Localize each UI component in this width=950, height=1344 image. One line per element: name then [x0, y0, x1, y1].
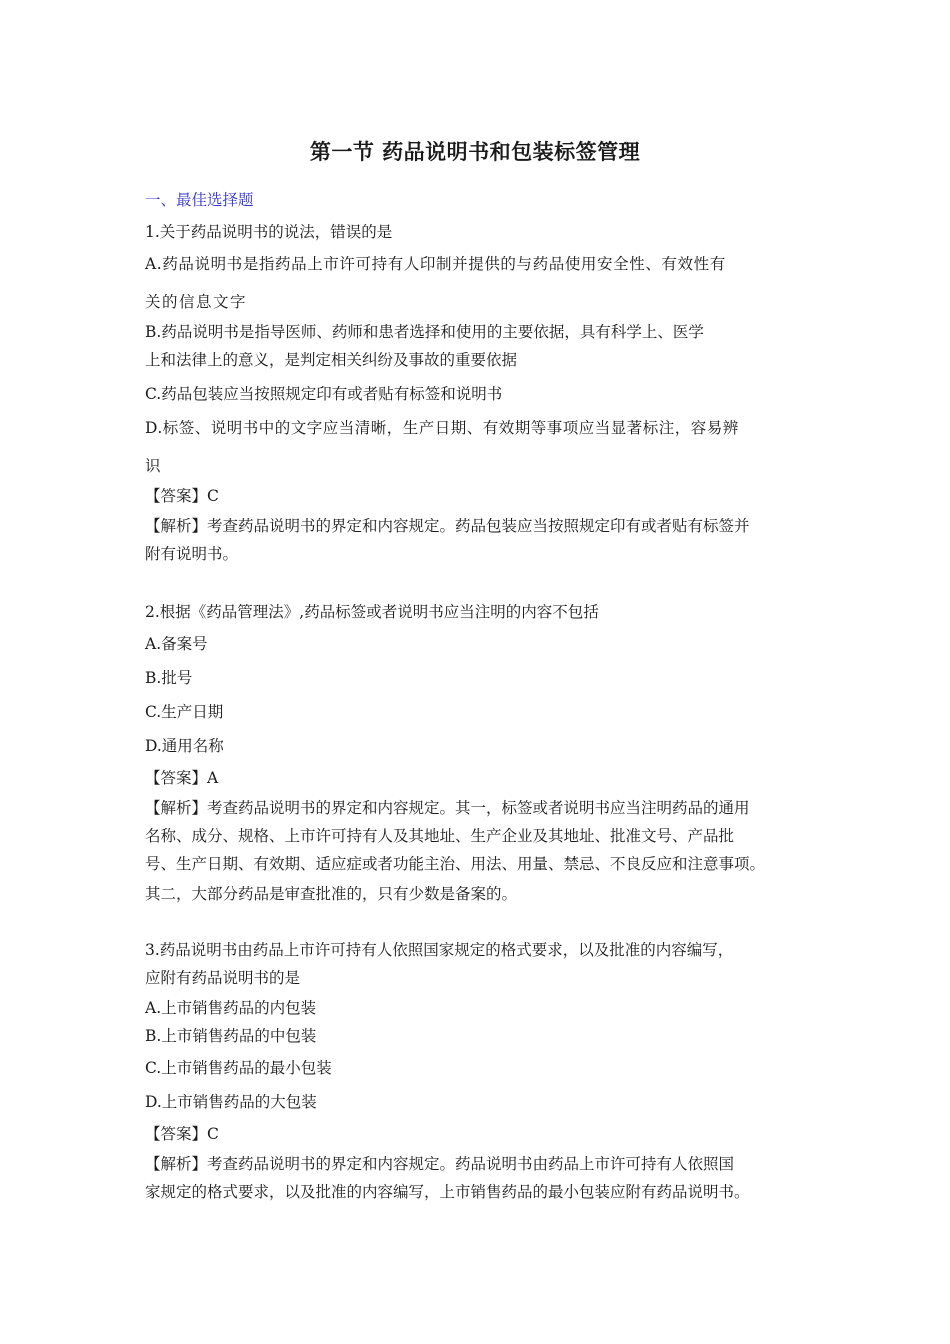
option-d: D.标签、说明书中的文字应当清晰，生产日期、有效期等事项应当显著标注，容易辨 [145, 419, 739, 437]
option-a: A.上市销售药品的内包装 [145, 999, 317, 1017]
option-a: A.药品说明书是指药品上市许可持有人印制并提供的与药品使用安全性、有效性有 [145, 255, 726, 273]
question-stem: 3.药品说明书由药品上市许可持有人依照国家规定的格式要求，以及批准的内容编写， [145, 941, 734, 959]
analysis-continued: 其二，大部分药品是审查批准的，只有少数是备案的。 [145, 885, 518, 903]
option-b: B.药品说明书是指导医师、药师和患者选择和使用的主要依据，具有科学上、医学 [145, 323, 704, 341]
analysis: 【解析】考查药品说明书的界定和内容规定。药品说明书由药品上市许可持有人依照国 [145, 1155, 735, 1173]
option-d-continued: 识 [145, 457, 161, 475]
section-heading [145, 190, 254, 210]
answer: 【答案】A [145, 769, 219, 787]
option-b: B.批号 [145, 669, 193, 687]
option-d: D.通用名称 [145, 737, 224, 755]
option-a-continued: 关的信息文字 [145, 293, 248, 311]
option-c: C.上市销售药品的最小包装 [145, 1059, 332, 1077]
analysis: 【解析】考查药品说明书的界定和内容规定。其一，标签或者说明书应当注明药品的通用 [145, 799, 750, 817]
page-title: 第一节 药品说明书和包装标签管理 [309, 140, 641, 164]
section-label: 最佳选择题 [176, 191, 254, 209]
option-b-continued: 上和法律上的意义，是判定相关纠纷及事故的重要依据 [145, 351, 518, 369]
answer: 【答案】C [145, 1125, 219, 1143]
question-stem-continued: 应附有药品说明书的是 [145, 969, 301, 987]
option-d: D.上市销售药品的大包装 [145, 1093, 317, 1111]
option-b: B.上市销售药品的中包装 [145, 1027, 317, 1045]
section-number: 一、 [145, 191, 177, 209]
option-a: A.备案号 [145, 635, 208, 653]
answer: 【答案】C [145, 487, 219, 505]
analysis: 【解析】考查药品说明书的界定和内容规定。药品包装应当按照规定印有或者贴有标签并 [145, 517, 750, 535]
analysis-continued: 附有说明书。 [145, 545, 239, 563]
question-stem: 1.关于药品说明书的说法，错误的是 [145, 223, 393, 241]
option-c: C.生产日期 [145, 703, 224, 721]
analysis-continued: 号、生产日期、有效期、适应症或者功能主治、用法、用量、禁忌、不良反应和注意事项。 [145, 855, 766, 873]
analysis-continued: 家规定的格式要求，以及批准的内容编写，上市销售药品的最小包装应附有药品说明书。 [145, 1183, 750, 1201]
option-c: C.药品包装应当按照规定印有或者贴有标签和说明书 [145, 385, 503, 403]
analysis-continued: 名称、成分、规格、上市许可持有人及其地址、生产企业及其地址、批准文号、产品批 [145, 827, 735, 845]
question-stem: 2.根据《药品管理法》,药品标签或者说明书应当注明的内容不包括 [145, 603, 599, 621]
